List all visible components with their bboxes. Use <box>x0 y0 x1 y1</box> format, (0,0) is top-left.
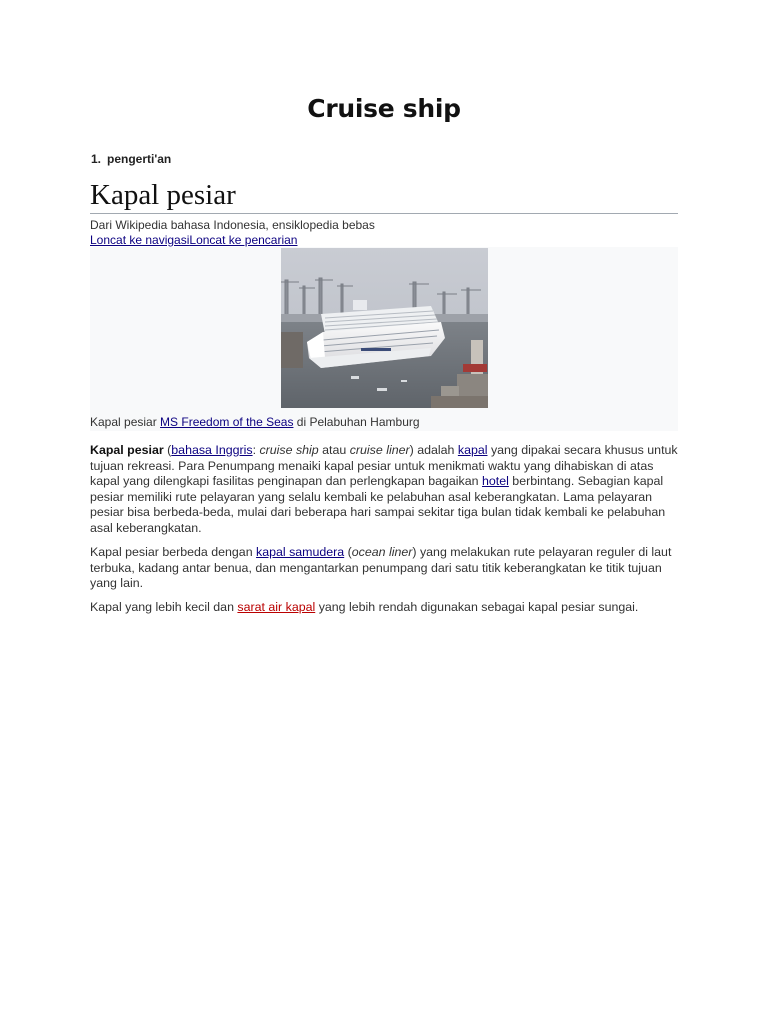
section-number: 1. <box>91 152 102 166</box>
bahasa-inggris-link[interactable]: bahasa Inggris <box>171 443 253 457</box>
p3-text: yang lebih rendah digunakan sebagai kapal pesiar sungai. <box>315 600 639 614</box>
hotel-link[interactable]: hotel <box>481 474 509 489</box>
p2-text: ( <box>344 545 352 559</box>
figure-caption <box>90 415 420 429</box>
kapal-samudera-link[interactable]: kapal samudera <box>256 545 345 559</box>
p1-italic: cruise ship <box>259 443 319 457</box>
jump-to-search-link[interactable]: Loncat ke pencarian <box>189 233 298 247</box>
paragraph-2 <box>90 545 682 592</box>
section-heading <box>91 152 171 166</box>
p1-italic: cruise liner <box>349 443 410 457</box>
ship-photo[interactable] <box>281 248 488 408</box>
paragraph-3 <box>90 600 682 616</box>
p3-text: Kapal yang lebih kecil dan <box>90 600 238 614</box>
p2-text: Kapal pesiar berbeda dengan <box>90 545 257 559</box>
p1-text: : <box>252 443 260 457</box>
document-title: Cruise ship <box>307 94 461 123</box>
p1-text: ( <box>163 443 172 457</box>
p1-text: berbintang. Sebagian kapal pesiar memiliki rute pelayaran yang selalu kembali ke pelabuhan asal keberangkatan. Lama pelayaran pesiar bisa berbeda-beda, mulai dari beberapa hari sampai sekitar tiga bulan tidak kembali ke pelabuhan asal keberangkatan. <box>90 474 666 535</box>
section-label: pengerti'an <box>107 152 172 166</box>
paragraph-1 <box>90 443 682 537</box>
p2-italic: ocean liner <box>351 545 413 559</box>
p1-text: yang dipakai secara khusus untuk tujuan rekreasi. Para Penumpang menaiki kapal pesiar untuk menikmati waktu yang dihabiskan di atas kapal yang dilengkapi fasilitas penginapan dan perlengkapan bagaikan <box>90 443 678 489</box>
article-heading: Kapal pesiar <box>90 177 678 214</box>
jump-links <box>90 233 297 247</box>
bold-term: Kapal pesiar <box>90 443 164 457</box>
caption-suffix: di Pelabuhan Hamburg <box>293 415 420 429</box>
p1-text: atau <box>318 443 350 457</box>
figure <box>90 247 678 431</box>
kapal-link[interactable]: kapal <box>457 443 488 457</box>
jump-to-navigation-link[interactable]: Loncat ke navigasi <box>90 233 190 247</box>
p2-text: ) yang melakukan rute pelayaran reguler di laut terbuka, kadang antar benua, dan mengantarkan penumpang dari satu titik keberangkatan ke titik tujuan yang lain. <box>90 545 672 591</box>
sarat-air-kapal-link[interactable]: sarat air kapal <box>237 600 316 614</box>
caption-prefix: Kapal pesiar <box>90 415 161 429</box>
source-note: Dari Wikipedia bahasa Indonesia, ensiklopedia bebas <box>90 218 375 232</box>
ms-freedom-of-the-seas-link[interactable]: MS Freedom of the Seas <box>160 415 294 429</box>
p1-text: ) adalah <box>409 443 458 457</box>
